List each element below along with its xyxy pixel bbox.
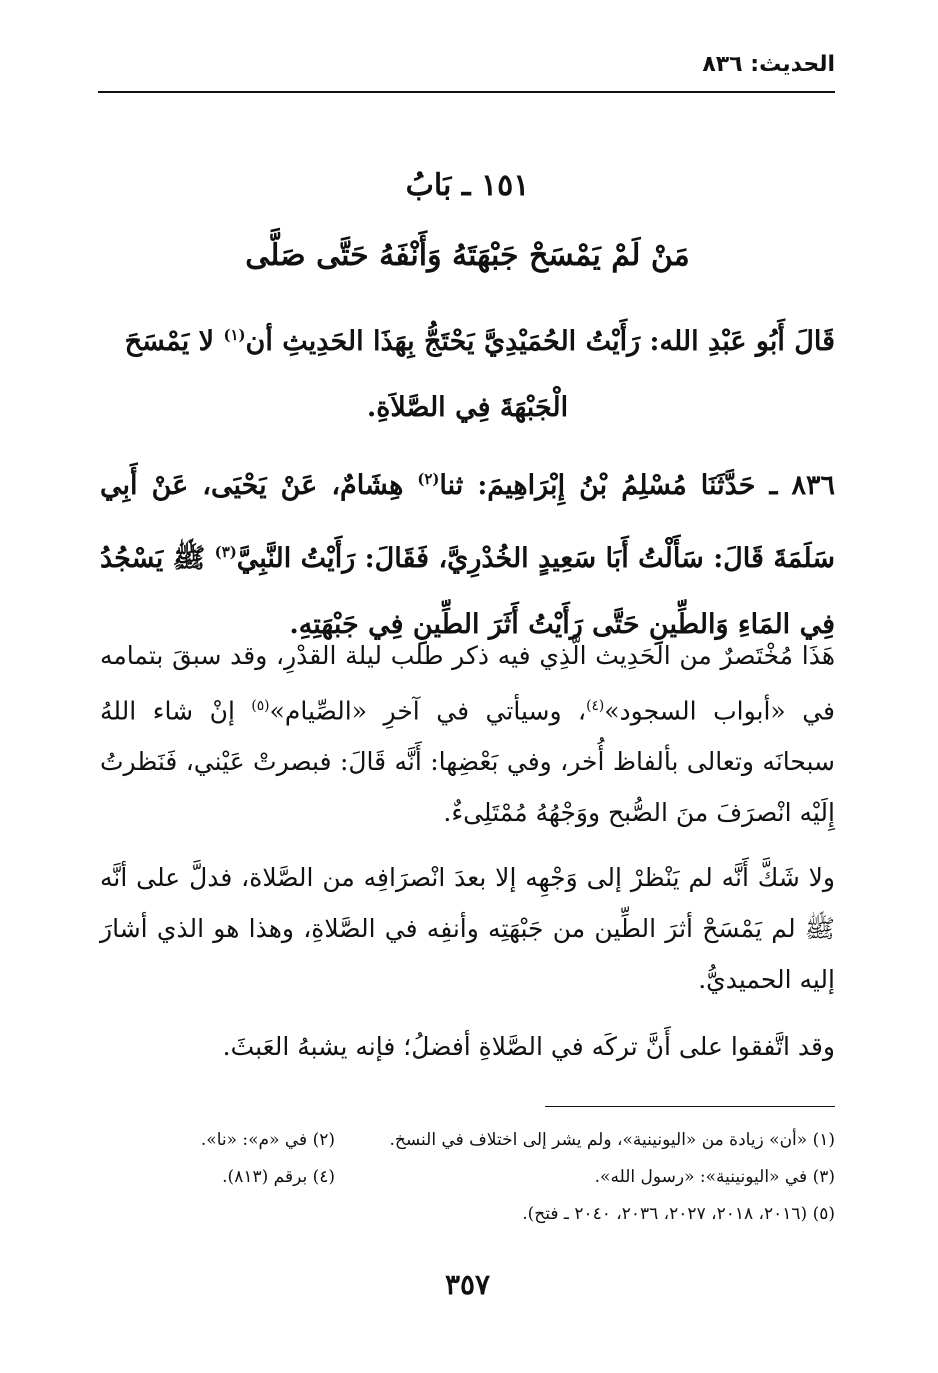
author-note (100, 302, 835, 441)
footnote-row-3 (100, 1196, 835, 1233)
commentary-1c: إنْ شاء اللهُ سبحانَه وتعالى بألفاظ أُخر، وفي بَعْضِها: أَنَّه قَالَ: فبصرتْ عَيْني، فَنَظرتُ إِلَيْه انْصرَفَ منَ الصُّبح ووَجْهُهُ مُمْتَلِىءٌ. (100, 696, 835, 828)
footnote-ref-3: (٣) (214, 543, 237, 561)
footnote-3: (٣) في «اليونينية»: «رسول الله». (594, 1167, 835, 1187)
footnote-ref-4: (٤) (586, 698, 605, 714)
chapter-title: مَنْ لَمْ يَمْسَحْ جَبْهَتَهُ وَأَنْفَهُ حَتَّى صَلَّى (245, 238, 690, 273)
author-note-line-2: الْجَبْهَةَ فِي الصَّلاَةِ. (366, 392, 569, 423)
footnote-2: (٢) في «م»: «نا». (200, 1130, 335, 1150)
running-header: الحديث: ٨٣٦ (702, 52, 835, 77)
hadith-part-2: هِشَامٌ، عَنْ يَحْيَى، عَنْ أَبِي سَلَمَةَ قَالَ: سَأَلْتُ أَبَا سَعِيدٍ الخُدْرِيَّ، فَقَالَ: رَأَيْتُ النَّبِيَّ (100, 470, 835, 574)
footnote-ref-2: (٢) (417, 470, 440, 488)
footnote-ref-1: (١) (223, 326, 246, 344)
footnote-4: (٤) برقم (٨١٣). (222, 1167, 335, 1187)
commentary-paragraph-1 (100, 630, 835, 838)
commentary-1b: ، وسيأتي في آخرِ «الصِّيام» (269, 696, 587, 726)
commentary-1a: هَذَا مُخْتَصرٌ من الحَدِيث الَّذِي فيه ذكر طلب ليلة القدْرِ، وقد سبقَ بتمامه في «أبواب السجود» (100, 641, 835, 726)
hadith-part-3: ﷺ يَسْجُدُ فِي المَاءِ وَالطِّينِ حَتَّى رَأَيْتُ أَثَرَ الطِّينِ فِي جَبْهَتِهِ. (100, 543, 835, 640)
header-rule (98, 91, 835, 93)
footnote-rule (545, 1106, 835, 1107)
chapter-number: ١٥١ ـ بَابُ (405, 168, 530, 203)
footnote-5: (٥) (٢٠١٦، ٢٠١٨، ٢٠٢٧، ٢٠٣٦، ٢٠٤٠ ـ فتح). (522, 1204, 835, 1224)
footnotes (100, 1122, 835, 1233)
hadith-part-1: ٨٣٦ ـ حَدَّثَنَا مُسْلِمُ بْنُ إِبْرَاهِيمَ: ثنا (439, 470, 835, 501)
footnote-1: (١) «أن» زيادة من «اليونينية»، ولم يشر إلى اختلاف في النسخ. (389, 1130, 835, 1150)
footnote-row-1 (100, 1122, 835, 1159)
footnote-ref-5: (٥) (251, 698, 270, 714)
hadith-text (100, 446, 835, 658)
page-number: ٣٥٧ (444, 1268, 491, 1301)
commentary-paragraph-2: ولا شَكَّ أَنَّه لم يَنْظرْ إلى وَجْهِه إلا بعدَ انْصرَافِه من الصَّلاة، فدلَّ على أنَّه ﷺ لم يَمْسَحْ أثرَ الطِّين من جَبْهَتِه وأنفِه في الصَّلاةِ، وهذا هو الذي أشارَ إليه الحميديُّ. (100, 863, 835, 994)
author-note-text: قَالَ أَبُو عَبْدِ الله: رَأَيْتُ الحُمَيْدِيَّ يَحْتَجُّ بِهَذَا الحَدِيثِ أن (245, 326, 835, 357)
commentary-paragraph-3: وقد اتَّفقوا على أَنَّ تركَه في الصَّلاةِ أفضلُ؛ فإنه يشبهُ العَبثَ. (222, 1032, 835, 1061)
footnote-row-2 (100, 1159, 835, 1196)
author-note-text-end: لا يَمْسَحَ (124, 326, 224, 357)
